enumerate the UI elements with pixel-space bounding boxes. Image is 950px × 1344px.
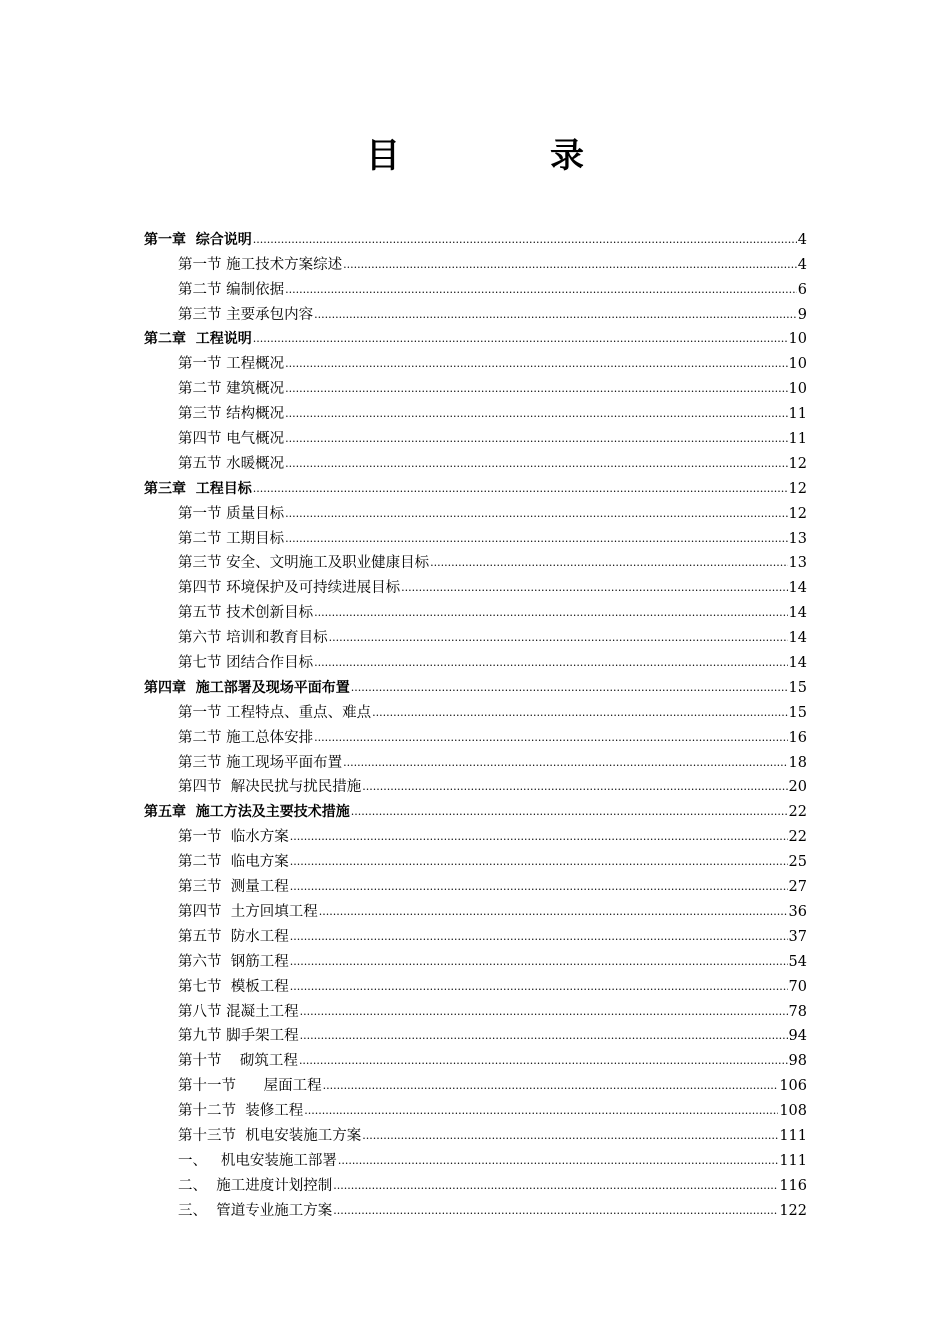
toc-entry-label: 第五节 防水工程 bbox=[178, 928, 289, 945]
toc-section-entry[interactable] bbox=[144, 772, 807, 797]
toc-section-entry[interactable] bbox=[144, 1170, 807, 1195]
toc-dot-leader bbox=[290, 853, 788, 871]
toc-dot-leader bbox=[304, 1102, 778, 1120]
toc-dot-leader bbox=[290, 878, 788, 896]
toc-entry-label: 第五章 施工方法及主要技术措施 bbox=[144, 804, 350, 821]
toc-entry-label: 第九节 脚手架工程 bbox=[178, 1028, 299, 1045]
toc-dot-leader bbox=[323, 1077, 779, 1095]
toc-page-number: 6 bbox=[797, 281, 807, 298]
toc-dot-leader bbox=[300, 1003, 788, 1021]
toc-dot-leader bbox=[290, 953, 788, 971]
toc-page-number: 106 bbox=[779, 1078, 807, 1095]
toc-section-entry[interactable] bbox=[144, 274, 807, 299]
toc-section-entry[interactable] bbox=[144, 921, 807, 946]
toc-section-entry[interactable] bbox=[144, 373, 807, 398]
toc-section-entry[interactable] bbox=[144, 1045, 807, 1070]
toc-dot-leader bbox=[290, 828, 788, 846]
toc-page-number: 70 bbox=[788, 978, 807, 995]
toc-dot-leader bbox=[343, 256, 797, 274]
toc-section-entry[interactable] bbox=[144, 846, 807, 871]
toc-page-number: 4 bbox=[797, 231, 807, 248]
toc-entry-label: 三、 管道专业施工方案 bbox=[178, 1202, 333, 1219]
toc-dot-leader bbox=[343, 754, 787, 772]
toc-entry-label: 第二章 工程说明 bbox=[144, 331, 252, 348]
toc-section-entry[interactable] bbox=[144, 971, 807, 996]
toc-page-number: 13 bbox=[788, 555, 807, 572]
toc-page-number: 4 bbox=[797, 256, 807, 273]
toc-page-number: 10 bbox=[788, 331, 807, 348]
toc-page-number: 15 bbox=[788, 704, 807, 721]
toc-section-entry[interactable] bbox=[144, 249, 807, 274]
toc-page-number: 15 bbox=[788, 679, 807, 696]
toc-dot-leader bbox=[372, 704, 787, 722]
page-title bbox=[0, 128, 950, 177]
toc-section-entry[interactable] bbox=[144, 423, 807, 448]
toc-page-number: 12 bbox=[788, 455, 807, 472]
toc-dot-leader bbox=[299, 1052, 788, 1070]
toc-entry-label: 第三节 安全、文明施工及职业健康目标 bbox=[178, 555, 430, 572]
toc-entry-label: 第三节 测量工程 bbox=[178, 879, 289, 896]
toc-chapter-entry[interactable] bbox=[144, 672, 807, 697]
toc-entry-label: 第五节 水暖概况 bbox=[178, 455, 285, 472]
toc-chapter-entry[interactable] bbox=[144, 324, 807, 349]
toc-section-entry[interactable] bbox=[144, 398, 807, 423]
toc-entry-label: 第一节 施工技术方案综述 bbox=[178, 256, 343, 273]
toc-section-entry[interactable] bbox=[144, 1120, 807, 1145]
toc-entry-label: 第六节 钢筋工程 bbox=[178, 953, 289, 970]
toc-chapter-entry[interactable] bbox=[144, 473, 807, 498]
toc-entry-label: 第七节 团结合作目标 bbox=[178, 655, 314, 672]
table-of-contents bbox=[144, 224, 807, 1220]
toc-section-entry[interactable] bbox=[144, 548, 807, 573]
toc-dot-leader bbox=[351, 803, 788, 821]
toc-dot-leader bbox=[329, 629, 788, 647]
toc-entry-label: 第十节 砌筑工程 bbox=[178, 1053, 298, 1070]
toc-page-number: 122 bbox=[779, 1202, 807, 1219]
toc-section-entry[interactable] bbox=[144, 821, 807, 846]
toc-page-number: 36 bbox=[788, 903, 807, 920]
toc-entry-label: 第一节 工程概况 bbox=[178, 356, 285, 373]
title-char-right: 录 bbox=[550, 136, 584, 176]
toc-page-number: 111 bbox=[779, 1127, 807, 1144]
toc-section-entry[interactable] bbox=[144, 1021, 807, 1046]
toc-entry-label: 第四节 电气概况 bbox=[178, 431, 285, 448]
toc-section-entry[interactable] bbox=[144, 697, 807, 722]
toc-section-entry[interactable] bbox=[144, 896, 807, 921]
toc-page-number: 54 bbox=[788, 953, 807, 970]
toc-entry-label: 第三节 施工现场平面布置 bbox=[178, 754, 343, 771]
toc-entry-label: 第七节 模板工程 bbox=[178, 978, 289, 995]
toc-section-entry[interactable] bbox=[144, 299, 807, 324]
toc-page-number: 25 bbox=[788, 854, 807, 871]
toc-page-number: 14 bbox=[788, 655, 807, 672]
toc-page-number: 11 bbox=[788, 431, 807, 448]
toc-entry-label: 第十一节 屋面工程 bbox=[178, 1078, 322, 1095]
toc-entry-label: 第六节 培训和教育目标 bbox=[178, 630, 328, 647]
toc-page-number: 14 bbox=[788, 580, 807, 597]
toc-section-entry[interactable] bbox=[144, 523, 807, 548]
toc-page-number: 78 bbox=[788, 1003, 807, 1020]
toc-page-number: 9 bbox=[797, 306, 807, 323]
toc-dot-leader bbox=[351, 679, 788, 697]
toc-dot-leader bbox=[314, 729, 787, 747]
toc-entry-label: 第四节 土方回填工程 bbox=[178, 903, 318, 920]
toc-page-number: 11 bbox=[788, 406, 807, 423]
title-char-left: 目 bbox=[366, 136, 400, 176]
toc-section-entry[interactable] bbox=[144, 597, 807, 622]
toc-page-number: 12 bbox=[788, 480, 807, 497]
toc-section-entry[interactable] bbox=[144, 996, 807, 1021]
toc-section-entry[interactable] bbox=[144, 448, 807, 473]
toc-page-number: 94 bbox=[788, 1028, 807, 1045]
toc-dot-leader bbox=[401, 579, 787, 597]
toc-entry-label: 第五节 技术创新目标 bbox=[178, 605, 314, 622]
toc-dot-leader bbox=[314, 306, 797, 324]
toc-dot-leader bbox=[314, 604, 787, 622]
toc-entry-label: 第十二节 装修工程 bbox=[178, 1103, 304, 1120]
toc-entry-label: 一、 机电安装施工部署 bbox=[178, 1152, 337, 1169]
toc-section-entry[interactable] bbox=[144, 722, 807, 747]
toc-page-number: 98 bbox=[788, 1053, 807, 1070]
toc-page-number: 27 bbox=[788, 879, 807, 896]
toc-dot-leader bbox=[430, 554, 787, 572]
toc-dot-leader bbox=[253, 480, 788, 498]
toc-section-entry[interactable] bbox=[144, 1195, 807, 1220]
toc-dot-leader bbox=[338, 1152, 778, 1170]
toc-page-number: 116 bbox=[779, 1177, 807, 1194]
toc-dot-leader bbox=[253, 231, 797, 249]
toc-entry-label: 第八节 混凝土工程 bbox=[178, 1003, 299, 1020]
toc-dot-leader bbox=[362, 1127, 778, 1145]
toc-entry-label: 第三节 主要承包内容 bbox=[178, 306, 314, 323]
toc-entry-label: 第一节 质量目标 bbox=[178, 505, 285, 522]
toc-dot-leader bbox=[319, 903, 788, 921]
toc-chapter-entry[interactable] bbox=[144, 796, 807, 821]
toc-section-entry[interactable] bbox=[144, 747, 807, 772]
toc-dot-leader bbox=[290, 978, 788, 996]
toc-dot-leader bbox=[285, 455, 787, 473]
toc-section-entry[interactable] bbox=[144, 572, 807, 597]
toc-entry-label: 第十三节 机电安装施工方案 bbox=[178, 1127, 362, 1144]
toc-dot-leader bbox=[362, 778, 787, 796]
toc-page-number: 12 bbox=[788, 505, 807, 522]
toc-page-number: 22 bbox=[788, 804, 807, 821]
toc-dot-leader bbox=[285, 281, 797, 299]
toc-dot-leader bbox=[285, 530, 787, 548]
toc-dot-leader bbox=[333, 1202, 778, 1220]
toc-entry-label: 第二节 工期目标 bbox=[178, 530, 285, 547]
toc-section-entry[interactable] bbox=[144, 348, 807, 373]
toc-section-entry[interactable] bbox=[144, 1070, 807, 1095]
toc-section-entry[interactable] bbox=[144, 871, 807, 896]
toc-entry-label: 第四节 解决民扰与扰民措施 bbox=[178, 779, 362, 796]
toc-dot-leader bbox=[285, 430, 787, 448]
toc-dot-leader bbox=[285, 405, 787, 423]
toc-entry-label: 二、 施工进度计划控制 bbox=[178, 1177, 333, 1194]
toc-page-number: 111 bbox=[779, 1152, 807, 1169]
toc-entry-label: 第二节 建筑概况 bbox=[178, 381, 285, 398]
toc-dot-leader bbox=[333, 1177, 778, 1195]
toc-page-number: 108 bbox=[779, 1103, 807, 1120]
toc-chapter-entry[interactable] bbox=[144, 224, 807, 249]
toc-page-number: 37 bbox=[788, 928, 807, 945]
toc-section-entry[interactable] bbox=[144, 622, 807, 647]
toc-page-number: 13 bbox=[788, 530, 807, 547]
toc-section-entry[interactable] bbox=[144, 1145, 807, 1170]
toc-entry-label: 第二节 编制依据 bbox=[178, 281, 285, 298]
toc-dot-leader bbox=[253, 330, 788, 348]
toc-entry-label: 第三节 结构概况 bbox=[178, 406, 285, 423]
toc-dot-leader bbox=[314, 654, 787, 672]
toc-dot-leader bbox=[290, 928, 788, 946]
toc-dot-leader bbox=[300, 1027, 788, 1045]
toc-page-number: 10 bbox=[788, 356, 807, 373]
toc-dot-leader bbox=[285, 380, 787, 398]
toc-entry-label: 第四节 环境保护及可持续进展目标 bbox=[178, 580, 401, 597]
toc-section-entry[interactable] bbox=[144, 1095, 807, 1120]
toc-entry-label: 第一章 综合说明 bbox=[144, 231, 252, 248]
toc-entry-label: 第二节 临电方案 bbox=[178, 854, 289, 871]
toc-page-number: 14 bbox=[788, 630, 807, 647]
toc-section-entry[interactable] bbox=[144, 498, 807, 523]
toc-page-number: 16 bbox=[788, 729, 807, 746]
toc-entry-label: 第二节 施工总体安排 bbox=[178, 729, 314, 746]
toc-dot-leader bbox=[285, 505, 787, 523]
toc-page-number: 20 bbox=[788, 779, 807, 796]
toc-entry-label: 第四章 施工部署及现场平面布置 bbox=[144, 679, 350, 696]
toc-page-number: 14 bbox=[788, 605, 807, 622]
toc-page-number: 22 bbox=[788, 829, 807, 846]
toc-entry-label: 第一节 工程特点、重点、难点 bbox=[178, 704, 372, 721]
toc-entry-label: 第三章 工程目标 bbox=[144, 480, 252, 497]
toc-section-entry[interactable] bbox=[144, 647, 807, 672]
toc-section-entry[interactable] bbox=[144, 946, 807, 971]
toc-entry-label: 第一节 临水方案 bbox=[178, 829, 289, 846]
toc-dot-leader bbox=[285, 355, 787, 373]
toc-page-number: 18 bbox=[788, 754, 807, 771]
toc-page-number: 10 bbox=[788, 381, 807, 398]
